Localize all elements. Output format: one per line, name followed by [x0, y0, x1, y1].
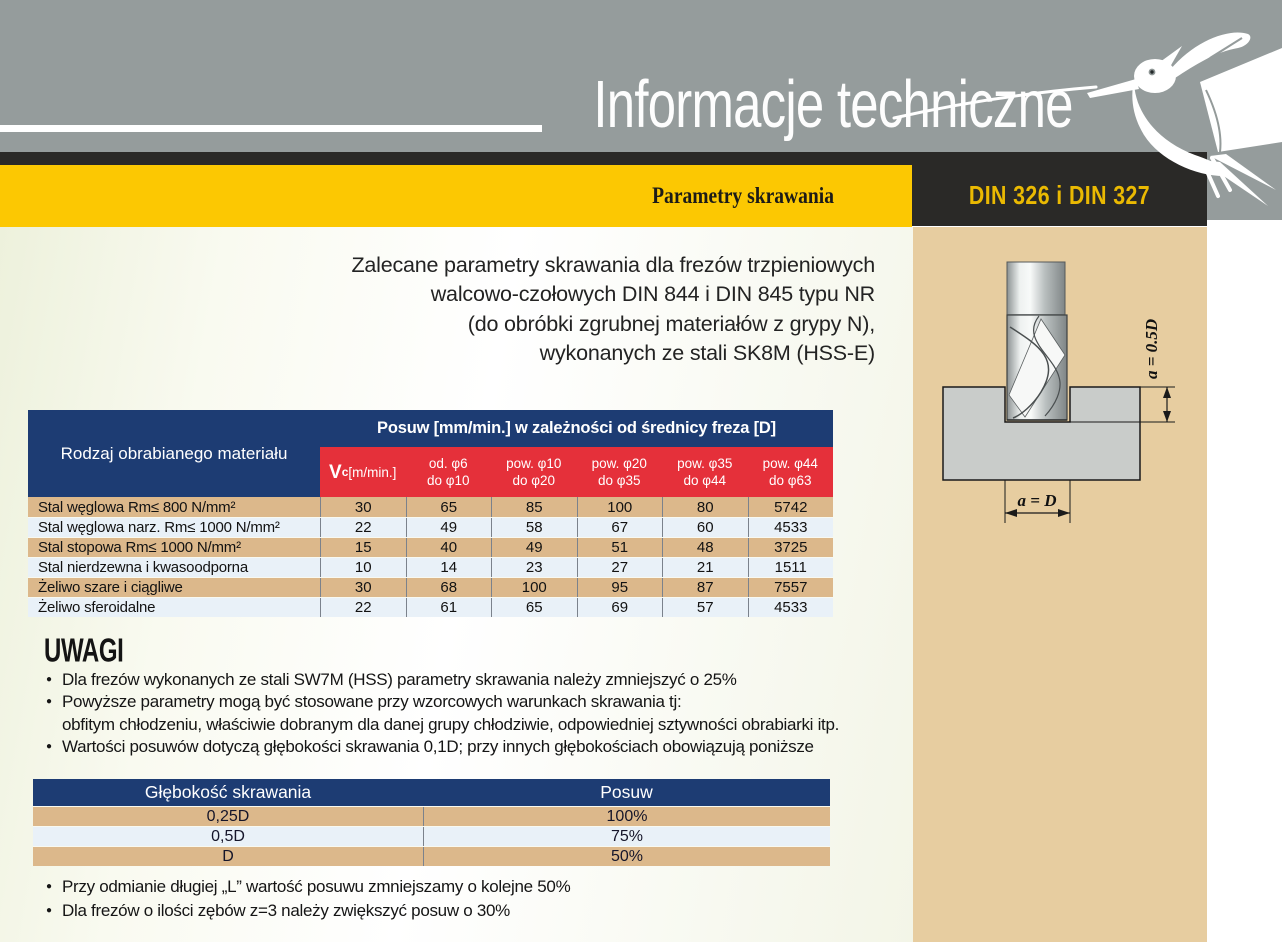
din-badge [912, 166, 1207, 224]
cutter-shank [1007, 262, 1065, 315]
table-row: Stal węglowa narz. Rm≤ 1000 N/mm² 22 49 58 67 60 4533 [28, 517, 833, 537]
table-row: Stal nierdzewna i kwasoodporna 10 14 23 27 21 1511 [28, 557, 833, 577]
intro-line: wykonanych ze stali SK8M (HSS-E) [539, 341, 875, 366]
note-item: ● Dla frezów wykonanych ze stali SW7M (HSS) parametry skrawania należy zmniejszyć o 25% [46, 669, 891, 691]
material-column-header: Rodzaj obrabianego materiału [28, 410, 320, 497]
note-item: ● Wartości posuwów dotyczą głębokości skrawania 0,1D; przy innych głębokościach obowiązują poniższe [46, 736, 891, 758]
table-row: 0,5D 75% [33, 826, 830, 846]
diameter-header: pow. φ10 do φ20 [506, 456, 562, 488]
notes-list [46, 669, 891, 758]
table-body [28, 497, 833, 617]
table-row: Stal stopowa Rm≤ 1000 N/mm² 15 40 49 51 48 3725 [28, 537, 833, 557]
bullet-icon: ● [46, 674, 52, 685]
width-dimension-label: a = D [1017, 491, 1057, 510]
diameter-header: pow. φ44 do φ63 [762, 456, 818, 488]
table-header [28, 410, 833, 497]
bullet-icon: ● [46, 881, 52, 892]
note-item: ● Dla frezów o ilości zębów z=3 należy zwiększyć posuw o 30% [46, 899, 891, 923]
page-title: Informacje techniczne [593, 67, 1073, 142]
note-item: ● Przy odmianie długiej „L” wartość posuwu zmniejszamy o kolejne 50% [46, 875, 891, 899]
notes-heading: UWAGI [44, 631, 124, 669]
feed-group-header: Posuw [mm/min.] w zależności od średnicy freza [D] [320, 410, 833, 447]
diameter-header: pow. φ20 do φ35 [591, 456, 647, 488]
section-label [652, 165, 834, 227]
bullet-icon: ● [46, 740, 52, 752]
intro-text [351, 251, 875, 369]
cutting-params-table [28, 410, 833, 617]
milling-diagram [913, 227, 1207, 557]
table-row: Żeliwo sferoidalne 22 61 65 69 57 4533 [28, 597, 833, 617]
table-row: Żeliwo szare i ciągliwe 30 68 100 95 87 7557 [28, 577, 833, 597]
diameter-header: pow. φ35 do φ44 [677, 456, 733, 488]
din-badge-text: DIN 326 i DIN 327 [968, 179, 1151, 210]
note-item: ● Powyższe parametry mogą być stosowane przy wzorcowych warunkach skrawania tj: [46, 691, 891, 713]
wing-right [1200, 48, 1282, 152]
section-label-text: Parametry skrawania [652, 183, 834, 208]
table-row: D 50% [33, 846, 830, 866]
bullet-icon: ● [46, 905, 52, 916]
table-row: Stal węglowa Rm≤ 800 N/mm² 30 65 85 100 80 5742 [28, 497, 833, 517]
table-row: 0,25D 100% [33, 806, 830, 826]
footer-notes [46, 875, 891, 923]
vc-header: V c [m/min.] [329, 461, 397, 483]
depth-dimension-label: a = 0.5D [1142, 318, 1161, 379]
diameter-subheaders [320, 447, 833, 497]
header-rule [0, 125, 542, 132]
bullet-icon: ● [46, 696, 52, 708]
intro-line: Zalecane parametry skrawania dla frezów trzpieniowych [351, 253, 875, 277]
intro-line: walcowo-czołowych DIN 844 i DIN 845 typu NR [430, 282, 875, 307]
depth-feed-table [33, 779, 830, 866]
diameter-header: od. φ6 do φ10 [426, 456, 470, 488]
depth-table-header: Głębokość skrawania Posuw [33, 779, 830, 806]
note-item-continuation: obfitym chłodzeniu, właściwie dobranym dla danej grupy chłodziwie, odpowiedniej sztywności obrabiarki itp. [62, 714, 840, 734]
intro-line: (do obróbki zgrubnej materiałów z grypy N), [467, 311, 875, 336]
